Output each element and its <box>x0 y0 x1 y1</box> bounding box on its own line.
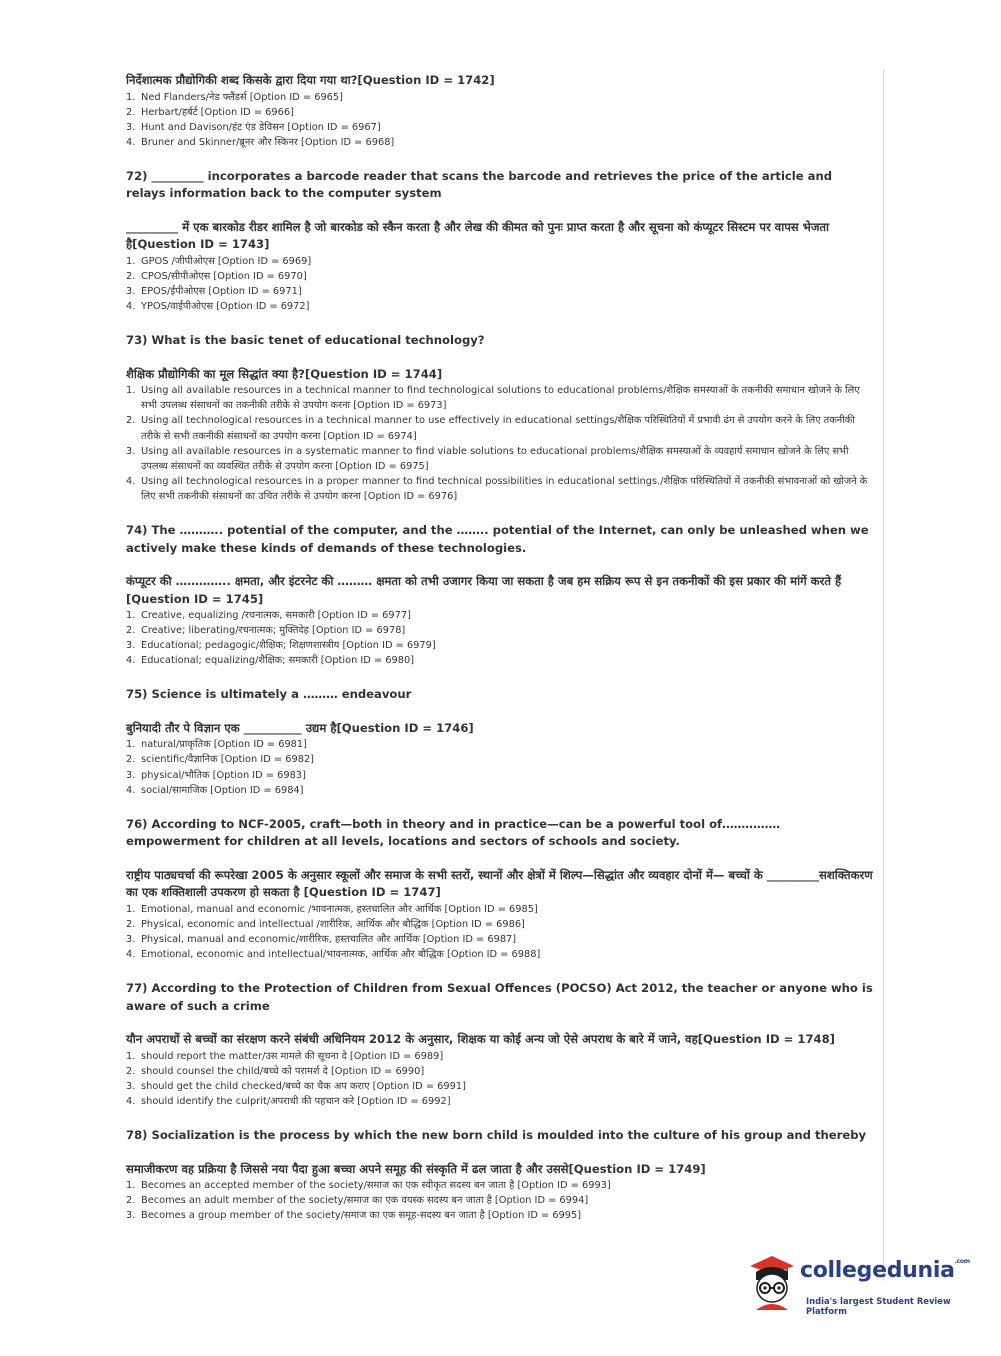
collegedunia-logo[interactable] <box>742 1252 972 1314</box>
option: 4. Educational; equalizing/शैक्षिक; समकारी [Option ID = 6980] <box>126 655 415 667</box>
option: 3. EPOS/ईपीओएस [Option ID = 6971] <box>126 286 302 298</box>
question-75 <box>126 686 874 797</box>
option: 2. Herbart/हर्बर्ट [Option ID = 6966] <box>126 106 294 118</box>
option-list <box>126 254 874 314</box>
option: 1. Ned Flanders/नेड फ्लैंडर्स [Option ID = 6965] <box>126 91 343 103</box>
option-list <box>126 383 874 504</box>
option: 2. Using all technological resources in a technical manner to use effectively in educational settings/शैक्षिक परिस्थितियों में प्रभावी ढंग से उपयोग करने के लिए तकनीकी तरीके से सभी तकनीकी संसाधनों का उपयोग करना [Option ID = 6974] <box>126 415 855 442</box>
question-list <box>126 72 874 1241</box>
brand-name: collegedunia$^{.com}$ <box>800 1258 970 1283</box>
option: 4. social/सामाजिक [Option ID = 6984] <box>126 784 304 796</box>
option: 2. should counsel the child/बच्चे को परामर्श दे [Option ID = 6990] <box>126 1065 425 1077</box>
option-list <box>126 1049 874 1109</box>
option: 3. Physical, manual and economic/शारीरिक, हस्तचालित और आर्थिक [Option ID = 6987] <box>126 933 517 945</box>
option: 1. Creative, equalizing /रचनात्मक, समकारी [Option ID = 6977] <box>126 610 411 621</box>
option-list <box>126 737 874 797</box>
question-hindi: यौन अपराधों से बच्चों का संरक्षण करने संबंधी अधिनियम 2012 के अनुसार, शिक्षक या कोई अन्य जो ऐसे अपराध के बारे में जाने, वह[Question ID = 1748] <box>126 1032 835 1047</box>
option-list <box>126 902 874 962</box>
option: 4. Emotional, economic and intellectual/भावनात्मक, आर्थिक और बौद्धिक [Option ID = 6988] <box>126 949 541 961</box>
option-list <box>126 608 874 668</box>
option: 2. CPOS/सीपीओएस [Option ID = 6970] <box>126 270 307 282</box>
question-english: 73) What is the basic tenet of educational technology? <box>126 333 485 348</box>
question-hindi: शैक्षिक प्रौद्योगिकी का मूल सिद्धांत क्या है?[Question ID = 1744] <box>126 366 443 381</box>
question-72 <box>126 168 874 314</box>
brand-tagline: India's largest Student Review Platform <box>806 1296 951 1316</box>
option: 1. Using all available resources in a technical manner to find technological solutions to educational problems/शैक्षिक समस्याओं के तकनीकी समाधान खोजने के लिए सभी उपलब्ध संसाधनों का तकनीकी तरीके से उपयोग करना [Option ID = 6973] <box>126 385 860 412</box>
option: 1. GPOS /जीपीओएस [Option ID = 6969] <box>126 255 312 267</box>
question-78 <box>126 1127 874 1223</box>
option: 3. should get the child checked/बच्चे का चैक अप कराए [Option ID = 6991] <box>126 1080 466 1092</box>
question-hindi: निर्देशात्मक प्रौद्योगिकी शब्द किसके द्वारा दिया गया था?[Question ID = 1742] <box>126 73 495 87</box>
option: 1. Emotional, manual and economic /भावनात्मक, हस्तचालित और आर्थिक [Option ID = 6985] <box>126 903 538 915</box>
question-english: 77) According to the Protection of Children from Sexual Offences (POCSO) Act 2012, the teacher or anyone who is aware of such a crime <box>126 981 873 1013</box>
question-77 <box>126 980 874 1109</box>
option: 2. Physical, economic and intellectual /शारीरिक, आर्थिक और बौद्धिक [Option ID = 6986] <box>126 918 525 930</box>
question-hindi: समाजीकरण वह प्रक्रिया है जिससे नया पैदा हुआ बच्चा अपने समूह की संस्कृति में ढल जाता है और उससे[Question ID = 1749] <box>126 1161 706 1176</box>
question-hindi: बुनियादी तौर पे विज्ञान एक __________ उद्यम है[Question ID = 1746] <box>126 720 474 735</box>
question-english: 78) Socialization is the process by which the new born child is moulded into the culture of his group and thereby <box>126 1128 867 1142</box>
option: 1. natural/प्राकृतिक [Option ID = 6981] <box>126 739 307 751</box>
option: 4. YPOS/वाईपीओएस [Option ID = 6972] <box>126 301 310 313</box>
question-73 <box>126 332 874 504</box>
option: 4. Bruner and Skinner/ब्रूनर और स्किनर [Option ID = 6968] <box>126 136 395 148</box>
option: 3. Becomes a group member of the society/समाज का एक समूह-सदस्य बन जाता है [Option ID = 6995] <box>126 1210 582 1222</box>
option: 3. Using all available resources in a systematic manner to find viable solutions to educational problems/शैक्षिक समस्याओं के व्यवहार्य समाधान खोजने के लिए सभी उपलब्ध संसाधनों का व्यवस्थित तरीके से उपयोग करना [Option ID = 6975] <box>126 445 849 472</box>
question-71 <box>126 72 874 150</box>
page-margin-rule <box>883 70 884 1281</box>
question-english: 74) The ……….. potential of the computer, and the …….. potential of the Internet, can only be unleashed when we actively make these kinds of demands of these technologies. <box>126 523 869 555</box>
option: 3. Educational; pedagogic/शैक्षिक; शिक्षणशास्त्रीय [Option ID = 6979] <box>126 640 436 652</box>
option: 2. Becomes an adult member of the society/समाज का एक वयस्क सदस्य बन जाता है [Option ID = 6994] <box>126 1195 589 1207</box>
question-74 <box>126 522 874 668</box>
option: 4. should identify the culprit/अपराधी की पहचान करे [Option ID = 6992] <box>126 1095 451 1107</box>
option: 4. Using all technological resources in a proper manner to find technical possibilities in educational settings./शैक्षिक परिस्थितियों में तकनीकी संभावनाओं को खोजने के लिए सभी तकनीकी संसाधनों का उचित तरीके से उपयोग करना [Option ID = 6976] <box>126 475 868 502</box>
question-english: 75) Science is ultimately a ……… endeavour <box>126 687 412 702</box>
option: 2. scientific/वैज्ञानिक [Option ID = 6982] <box>126 754 315 766</box>
option: 2. Creative; liberating/रचनात्मक; मुक्तिदेह [Option ID = 6978] <box>126 625 406 637</box>
option-list <box>126 1178 874 1223</box>
question-hindi: कंप्यूटर की ………….. क्षमता, और इंटरनेट की ……… क्षमता को तभी उजागर किया जा सकता है जब हम सक्रिय रूप से इन तकनीकों की इस प्रकार की मांगें करते हैं [Question ID = 1745] <box>126 574 842 606</box>
question-english: 72) _________ incorporates a barcode reader that scans the barcode and retrieves the price of the article and relays information back to the computer system <box>126 168 833 201</box>
option: 3. Hunt and Davison/हंट एंड डेविसन [Option ID = 6967] <box>126 121 381 133</box>
option: 3. physical/भौतिक [Option ID = 6983] <box>126 769 306 781</box>
option: 1. should report the matter/उस मामले की सूचना दे [Option ID = 6989] <box>126 1050 444 1062</box>
question-hindi: राष्ट्रीय पाठ्यचर्चा की रूपरेखा 2005 के अनुसार स्कूलों और समाज के सभी स्तरों, स्थानों और क्षेत्रों में शिल्प—सिद्धांत और व्यवहार दोनों में— बच्चों के _________सशक्तिकरण का एक शक्तिशाली उपकरण हो सकता है [Question ID = 1747] <box>126 867 873 900</box>
option-list <box>126 90 874 150</box>
question-hindi: _________ में एक बारकोड रीडर शामिल है जो बारकोड को स्कैन करता है और लेख की कीमत को पुनः प्राप्त करता है और सूचना को कंप्यूटर सिस्टम पर वापस भेजता है[Question ID = 1743] <box>126 219 830 252</box>
option: 1. Becomes an accepted member of the society/समाज का एक स्वीकृत सदस्य बन जाता है [Option ID = 6993] <box>126 1180 611 1191</box>
question-english: 76) According to NCF-2005, craft—both in theory and in practice—can be a powerful tool of…………… empowerment for children at all levels, locations and sectors of schools and society. <box>126 816 781 849</box>
mascot-icon <box>742 1252 798 1314</box>
question-76 <box>126 816 874 962</box>
